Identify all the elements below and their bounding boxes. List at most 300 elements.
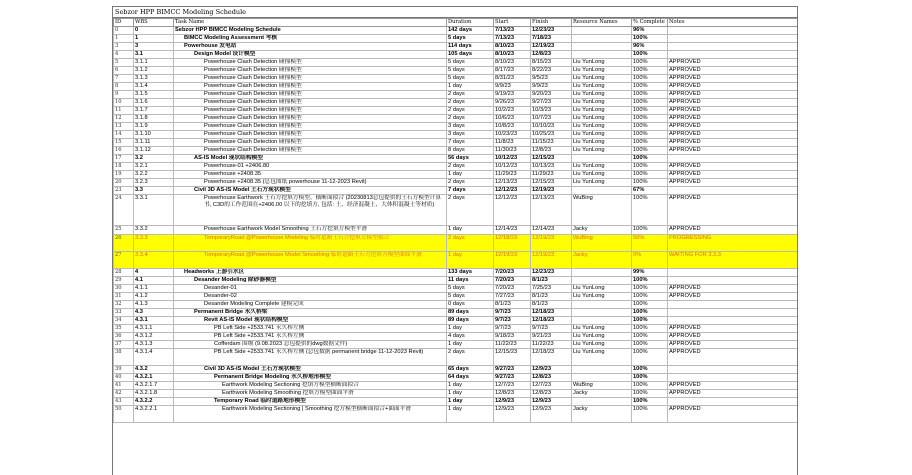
finish-cell[interactable]: 9/20/23 — [531, 91, 572, 99]
percent-complete-cell[interactable]: 100% — [632, 325, 668, 333]
table-row[interactable] — [114, 35, 799, 43]
duration-cell[interactable]: 89 days — [447, 309, 494, 317]
resource-cell[interactable]: Liu YunLong — [572, 163, 632, 171]
percent-complete-cell[interactable]: 100% — [632, 309, 668, 317]
notes-cell[interactable]: APPROVED — [668, 139, 799, 147]
task-name-cell[interactable]: PB Left Side +2533.741 永久桥左侧 — [174, 325, 447, 333]
resource-cell[interactable]: Jacky — [572, 226, 632, 235]
wbs-cell[interactable]: 3.1.9 — [134, 123, 174, 131]
finish-cell[interactable]: 12/23/23 — [531, 269, 572, 277]
col-header-resource-names[interactable]: Resource Names — [572, 19, 632, 27]
start-cell[interactable]: 10/2/23 — [494, 107, 531, 115]
row-id-cell[interactable]: 15 — [114, 139, 134, 147]
finish-cell[interactable]: 7/18/23 — [531, 35, 572, 43]
duration-cell[interactable]: 1 day — [447, 325, 494, 333]
resource-cell[interactable]: Liu YunLong — [572, 341, 632, 349]
start-cell[interactable]: 9/7/23 — [494, 325, 531, 333]
resource-cell[interactable] — [572, 366, 632, 374]
table-row[interactable] — [114, 139, 799, 147]
table-row[interactable] — [114, 390, 799, 398]
duration-cell[interactable]: 1 day — [447, 252, 494, 269]
row-id-cell[interactable]: 30 — [114, 285, 134, 293]
wbs-cell[interactable]: 4.3.2.2 — [134, 398, 174, 406]
finish-cell[interactable]: 12/7/23 — [531, 382, 572, 390]
percent-complete-cell[interactable]: 100% — [632, 349, 668, 366]
table-row[interactable] — [114, 341, 799, 349]
wbs-cell[interactable]: 4.1 — [134, 277, 174, 285]
start-cell[interactable]: 10/8/23 — [494, 123, 531, 131]
wbs-cell[interactable]: 3.1 — [134, 51, 174, 59]
finish-cell[interactable]: 11/15/23 — [531, 139, 572, 147]
percent-complete-cell[interactable]: 100% — [632, 406, 668, 423]
resource-cell[interactable]: Liu YunLong — [572, 123, 632, 131]
wbs-cell[interactable]: 4.3.2.1 — [134, 374, 174, 382]
resource-cell[interactable]: WuBing — [572, 235, 632, 252]
wbs-cell[interactable]: 3.1.1 — [134, 59, 174, 67]
percent-complete-cell[interactable]: 100% — [632, 277, 668, 285]
row-id-cell[interactable]: 8 — [114, 83, 134, 91]
start-cell[interactable]: 12/9/23 — [494, 406, 531, 423]
table-row[interactable] — [114, 309, 799, 317]
wbs-cell[interactable]: 3.3.2 — [134, 226, 174, 235]
notes-cell[interactable]: APPROVED — [668, 349, 799, 366]
start-cell[interactable]: 12/15/23 — [494, 349, 531, 366]
wbs-cell[interactable]: 3.1.7 — [134, 107, 174, 115]
task-name-cell[interactable]: Powerhouse Clash Detection 碰撞模型 — [174, 123, 447, 131]
resource-cell[interactable]: Jacky — [572, 390, 632, 398]
notes-cell[interactable]: APPROVED — [668, 107, 799, 115]
notes-cell[interactable]: WAITING FOR 3.3.3 — [668, 252, 799, 269]
start-cell[interactable]: 9/18/23 — [494, 333, 531, 341]
wbs-cell[interactable]: 0 — [134, 27, 174, 35]
col-header-wbs[interactable]: WBS — [134, 19, 174, 27]
resource-cell[interactable] — [572, 35, 632, 43]
row-id-cell[interactable]: 16 — [114, 147, 134, 155]
start-cell[interactable]: 7/20/23 — [494, 269, 531, 277]
row-id-cell[interactable]: 9 — [114, 91, 134, 99]
percent-complete-cell[interactable]: 100% — [632, 301, 668, 309]
wbs-cell[interactable]: 4.1.1 — [134, 285, 174, 293]
resource-cell[interactable] — [572, 309, 632, 317]
notes-cell[interactable]: APPROVED — [668, 341, 799, 349]
resource-cell[interactable]: Liu YunLong — [572, 59, 632, 67]
table-row[interactable] — [114, 398, 799, 406]
wbs-cell[interactable]: 3 — [134, 43, 174, 51]
start-cell[interactable]: 10/12/23 — [494, 163, 531, 171]
wbs-cell[interactable]: 1 — [134, 35, 174, 43]
table-row[interactable] — [114, 277, 799, 285]
row-id-cell[interactable]: 31 — [114, 293, 134, 301]
notes-cell[interactable]: APPROVED — [668, 406, 799, 423]
percent-complete-cell[interactable]: 100% — [632, 374, 668, 382]
duration-cell[interactable]: 1 day — [447, 398, 494, 406]
percent-complete-cell[interactable]: 100% — [632, 35, 668, 43]
table-row[interactable] — [114, 293, 799, 301]
duration-cell[interactable]: 2 days — [447, 99, 494, 107]
finish-cell[interactable]: 12/18/23 — [531, 317, 572, 325]
row-id-cell[interactable]: 24 — [114, 195, 134, 226]
table-row[interactable] — [114, 155, 799, 163]
wbs-cell[interactable]: 3.1.6 — [134, 99, 174, 107]
percent-complete-cell[interactable]: 96% — [632, 43, 668, 51]
finish-cell[interactable]: 12/13/23 — [531, 195, 572, 226]
notes-cell[interactable]: PROGRESSING — [668, 235, 799, 252]
notes-cell[interactable]: APPROVED — [668, 382, 799, 390]
row-id-cell[interactable]: 18 — [114, 163, 134, 171]
table-row[interactable] — [114, 187, 799, 195]
notes-cell[interactable]: APPROVED — [668, 285, 799, 293]
task-name-cell[interactable]: Powerhouse +2408.35 (总包图纸 powerhouse 11-12-2023 Revit) — [174, 179, 447, 187]
start-cell[interactable]: 12/8/23 — [494, 390, 531, 398]
notes-cell[interactable] — [668, 43, 799, 51]
wbs-cell[interactable]: 3.1.2 — [134, 67, 174, 75]
wbs-cell[interactable]: 4.3.1.1 — [134, 325, 174, 333]
resource-cell[interactable] — [572, 301, 632, 309]
row-id-cell[interactable]: 25 — [114, 226, 134, 235]
finish-cell[interactable]: 7/25/23 — [531, 285, 572, 293]
row-id-cell[interactable]: 4 — [114, 51, 134, 59]
percent-complete-cell[interactable]: 100% — [632, 59, 668, 67]
task-name-cell[interactable]: Desander Modeling Complete 建模完成 — [174, 301, 447, 309]
finish-cell[interactable]: 8/22/23 — [531, 67, 572, 75]
resource-cell[interactable]: Liu YunLong — [572, 75, 632, 83]
start-cell[interactable]: 9/27/23 — [494, 366, 531, 374]
task-name-cell[interactable]: BIMCC Modeling Assessment 考核 — [174, 35, 447, 43]
finish-cell[interactable]: 9/7/23 — [531, 325, 572, 333]
percent-complete-cell[interactable]: 100% — [632, 155, 668, 163]
wbs-cell[interactable]: 3.3.4 — [134, 252, 174, 269]
percent-complete-cell[interactable]: 50% — [632, 235, 668, 252]
resource-cell[interactable] — [572, 155, 632, 163]
wbs-cell[interactable]: 3.3 — [134, 187, 174, 195]
table-row[interactable] — [114, 235, 799, 252]
resource-cell[interactable]: Liu YunLong — [572, 325, 632, 333]
start-cell[interactable]: 11/29/23 — [494, 171, 531, 179]
start-cell[interactable]: 9/27/23 — [494, 374, 531, 382]
start-cell[interactable]: 8/10/23 — [494, 43, 531, 51]
percent-complete-cell[interactable]: 96% — [632, 27, 668, 35]
notes-cell[interactable]: APPROVED — [668, 75, 799, 83]
start-cell[interactable]: 12/14/23 — [494, 226, 531, 235]
row-id-cell[interactable]: 26 — [114, 235, 134, 252]
table-row[interactable] — [114, 333, 799, 341]
notes-cell[interactable] — [668, 301, 799, 309]
duration-cell[interactable]: 64 days — [447, 374, 494, 382]
table-row[interactable] — [114, 366, 799, 374]
duration-cell[interactable]: 142 days — [447, 27, 494, 35]
row-id-cell[interactable]: 27 — [114, 252, 134, 269]
wbs-cell[interactable]: 4.3.2.1.8 — [134, 390, 174, 398]
task-name-cell[interactable]: Powerhouse 发电站 — [174, 43, 447, 51]
row-id-cell[interactable]: 50 — [114, 406, 134, 423]
wbs-cell[interactable]: 4.3.1.2 — [134, 333, 174, 341]
start-cell[interactable]: 8/31/23 — [494, 75, 531, 83]
wbs-cell[interactable]: 3.1.11 — [134, 139, 174, 147]
table-row[interactable] — [114, 195, 799, 226]
notes-cell[interactable] — [668, 155, 799, 163]
notes-cell[interactable]: APPROVED — [668, 163, 799, 171]
start-cell[interactable]: 7/20/23 — [494, 285, 531, 293]
table-row[interactable] — [114, 107, 799, 115]
table-row[interactable] — [114, 179, 799, 187]
notes-cell[interactable]: APPROVED — [668, 226, 799, 235]
row-id-cell[interactable]: 42 — [114, 390, 134, 398]
task-name-cell[interactable]: Powerhouse Earthwork 土石方挖填方模型、横断面拟合 (20230813总包提供的土石方模型计算书, C3D的工作范围在+2406.00 以下的挖填方, 包括: 土、经济混凝土、大体积混凝土等材质) — [174, 195, 447, 226]
notes-cell[interactable]: APPROVED — [668, 333, 799, 341]
table-row[interactable] — [114, 51, 799, 59]
row-id-cell[interactable]: 33 — [114, 309, 134, 317]
row-id-cell[interactable]: 34 — [114, 317, 134, 325]
task-name-cell[interactable]: Design Model 设计模型 — [174, 51, 447, 59]
notes-cell[interactable]: APPROVED — [668, 171, 799, 179]
table-row[interactable] — [114, 349, 799, 366]
resource-cell[interactable]: Liu YunLong — [572, 83, 632, 91]
percent-complete-cell[interactable]: 0% — [632, 252, 668, 269]
table-row[interactable] — [114, 252, 799, 269]
task-name-cell[interactable]: Civil 3D AS-IS Model 土石方现状模型 — [174, 187, 447, 195]
resource-cell[interactable]: Liu YunLong — [572, 333, 632, 341]
finish-cell[interactable]: 8/1/23 — [531, 301, 572, 309]
notes-cell[interactable] — [668, 27, 799, 35]
percent-complete-cell[interactable]: 100% — [632, 67, 668, 75]
finish-cell[interactable]: 9/27/23 — [531, 99, 572, 107]
row-id-cell[interactable]: 32 — [114, 301, 134, 309]
percent-complete-cell[interactable]: 99% — [632, 269, 668, 277]
duration-cell[interactable]: 11 days — [447, 277, 494, 285]
start-cell[interactable]: 7/27/23 — [494, 293, 531, 301]
finish-cell[interactable]: 12/19/23 — [531, 252, 572, 269]
notes-cell[interactable]: APPROVED — [668, 131, 799, 139]
task-name-cell[interactable]: Powerhouse Clash Detection 碰撞模型 — [174, 99, 447, 107]
finish-cell[interactable]: 10/3/23 — [531, 107, 572, 115]
row-id-cell[interactable]: 36 — [114, 333, 134, 341]
wbs-cell[interactable]: 3.2.3 — [134, 179, 174, 187]
table-row[interactable] — [114, 75, 799, 83]
resource-cell[interactable]: Liu YunLong — [572, 115, 632, 123]
finish-cell[interactable]: 12/18/23 — [531, 309, 572, 317]
duration-cell[interactable]: 5 days — [447, 285, 494, 293]
duration-cell[interactable]: 2 days — [447, 107, 494, 115]
wbs-cell[interactable]: 3.1.10 — [134, 131, 174, 139]
start-cell[interactable]: 9/7/23 — [494, 309, 531, 317]
task-name-cell[interactable]: Powerhouse Clash Detection 碰撞模型 — [174, 139, 447, 147]
row-id-cell[interactable]: 7 — [114, 75, 134, 83]
percent-complete-cell[interactable]: 100% — [632, 75, 668, 83]
wbs-cell[interactable]: 4.3.1.3 — [134, 341, 174, 349]
finish-cell[interactable]: 12/19/23 — [531, 235, 572, 252]
row-id-cell[interactable]: 38 — [114, 349, 134, 366]
duration-cell[interactable]: 5 days — [447, 35, 494, 43]
duration-cell[interactable]: 1 day — [447, 390, 494, 398]
resource-cell[interactable] — [572, 27, 632, 35]
percent-complete-cell[interactable]: 100% — [632, 91, 668, 99]
finish-cell[interactable]: 12/15/23 — [531, 179, 572, 187]
percent-complete-cell[interactable]: 100% — [632, 115, 668, 123]
duration-cell[interactable]: 133 days — [447, 269, 494, 277]
notes-cell[interactable]: APPROVED — [668, 67, 799, 75]
task-name-cell[interactable]: Civil 3D AS-IS Model 土石方现状模型 — [174, 366, 447, 374]
task-name-cell[interactable]: Desander-02 — [174, 293, 447, 301]
duration-cell[interactable]: 2 days — [447, 235, 494, 252]
percent-complete-cell[interactable]: 100% — [632, 107, 668, 115]
start-cell[interactable]: 7/20/23 — [494, 277, 531, 285]
task-name-cell[interactable]: Powerhouse Clash Detection 碰撞模型 — [174, 131, 447, 139]
wbs-cell[interactable]: 4.1.2 — [134, 293, 174, 301]
duration-cell[interactable]: 8 days — [447, 147, 494, 155]
notes-cell[interactable]: APPROVED — [668, 293, 799, 301]
task-name-cell[interactable]: TemporaryRoad @Powerhouse Model Smoothing 临时道路土石方挖填方模型曲面平滑 — [174, 252, 447, 269]
start-cell[interactable]: 12/18/23 — [494, 235, 531, 252]
duration-cell[interactable]: 65 days — [447, 366, 494, 374]
wbs-cell[interactable]: 4.1.3 — [134, 301, 174, 309]
percent-complete-cell[interactable]: 100% — [632, 366, 668, 374]
wbs-cell[interactable]: 4.3.2.1.7 — [134, 382, 174, 390]
row-id-cell[interactable]: 17 — [114, 155, 134, 163]
finish-cell[interactable]: 12/8/23 — [531, 390, 572, 398]
duration-cell[interactable]: 114 days — [447, 43, 494, 51]
table-row[interactable] — [114, 226, 799, 235]
task-name-cell[interactable]: Powerhouse Clash Detection 碰撞模型 — [174, 115, 447, 123]
resource-cell[interactable]: Liu YunLong — [572, 293, 632, 301]
percent-complete-cell[interactable]: 100% — [632, 390, 668, 398]
notes-cell[interactable]: APPROVED — [668, 99, 799, 107]
start-cell[interactable]: 8/10/23 — [494, 51, 531, 59]
duration-cell[interactable]: 56 days — [447, 155, 494, 163]
table-row[interactable] — [114, 99, 799, 107]
resource-cell[interactable] — [572, 43, 632, 51]
notes-cell[interactable] — [668, 398, 799, 406]
percent-complete-cell[interactable]: 100% — [632, 131, 668, 139]
start-cell[interactable]: 11/8/23 — [494, 139, 531, 147]
notes-cell[interactable] — [668, 309, 799, 317]
row-id-cell[interactable]: 1 — [114, 35, 134, 43]
duration-cell[interactable]: 5 days — [447, 293, 494, 301]
start-cell[interactable]: 7/13/23 — [494, 35, 531, 43]
notes-cell[interactable]: APPROVED — [668, 83, 799, 91]
percent-complete-cell[interactable]: 100% — [632, 51, 668, 59]
row-id-cell[interactable]: 12 — [114, 115, 134, 123]
resource-cell[interactable]: Liu YunLong — [572, 139, 632, 147]
start-cell[interactable]: 12/19/23 — [494, 252, 531, 269]
task-name-cell[interactable]: Powerhouse Clash Detection 碰撞模型 — [174, 107, 447, 115]
col-header-notes[interactable]: Notes — [668, 19, 799, 27]
notes-cell[interactable] — [668, 277, 799, 285]
resource-cell[interactable]: Jacky — [572, 406, 632, 423]
percent-complete-cell[interactable]: 67% — [632, 187, 668, 195]
start-cell[interactable]: 9/7/23 — [494, 317, 531, 325]
row-id-cell[interactable]: 41 — [114, 382, 134, 390]
wbs-cell[interactable]: 3.1.5 — [134, 91, 174, 99]
table-row[interactable] — [114, 374, 799, 382]
percent-complete-cell[interactable]: 100% — [632, 147, 668, 155]
task-name-cell[interactable]: Earthwork Modeling Smoothing 挖填方模型曲面平滑 — [174, 390, 447, 398]
notes-cell[interactable] — [668, 374, 799, 382]
row-id-cell[interactable]: 10 — [114, 99, 134, 107]
duration-cell[interactable]: 2 days — [447, 179, 494, 187]
task-name-cell[interactable]: Powerhouse Clash Detection 碰撞模型 — [174, 67, 447, 75]
row-id-cell[interactable]: 40 — [114, 374, 134, 382]
finish-cell[interactable]: 10/13/23 — [531, 163, 572, 171]
task-name-cell[interactable]: Powerhouse Clash Detection 碰撞模型 — [174, 75, 447, 83]
resource-cell[interactable]: Liu YunLong — [572, 285, 632, 293]
finish-cell[interactable]: 12/9/23 — [531, 366, 572, 374]
resource-cell[interactable]: Liu YunLong — [572, 349, 632, 366]
col-header-percent-complete[interactable]: % Complete — [632, 19, 668, 27]
task-name-cell[interactable]: Earthwork Modeling Sectioning | Smoothing 挖方模型横断面拟合+曲面平滑 — [174, 406, 447, 423]
wbs-cell[interactable]: 3.2.1 — [134, 163, 174, 171]
row-id-cell[interactable]: 35 — [114, 325, 134, 333]
finish-cell[interactable]: 12/14/23 — [531, 226, 572, 235]
table-row[interactable] — [114, 59, 799, 67]
finish-cell[interactable]: 12/8/23 — [531, 374, 572, 382]
task-name-cell[interactable]: PB Left Side +2533.741 永久桥左侧 — [174, 333, 447, 341]
resource-cell[interactable]: Liu YunLong — [572, 91, 632, 99]
percent-complete-cell[interactable]: 100% — [632, 317, 668, 325]
start-cell[interactable]: 12/12/23 — [494, 187, 531, 195]
resource-cell[interactable] — [572, 51, 632, 59]
duration-cell[interactable]: 5 days — [447, 59, 494, 67]
start-cell[interactable]: 7/13/23 — [494, 27, 531, 35]
finish-cell[interactable]: 12/19/23 — [531, 43, 572, 51]
finish-cell[interactable]: 12/19/23 — [531, 187, 572, 195]
row-id-cell[interactable]: 39 — [114, 366, 134, 374]
table-row[interactable] — [114, 91, 799, 99]
row-id-cell[interactable]: 13 — [114, 123, 134, 131]
wbs-cell[interactable]: 4.3.1 — [134, 317, 174, 325]
duration-cell[interactable]: 4 days — [447, 333, 494, 341]
row-id-cell[interactable]: 11 — [114, 107, 134, 115]
task-name-cell[interactable]: Earthwork Modeling Sectioning 挖填方模型横断面拟合 — [174, 382, 447, 390]
notes-cell[interactable] — [668, 187, 799, 195]
duration-cell[interactable]: 5 days — [447, 67, 494, 75]
duration-cell[interactable]: 105 days — [447, 51, 494, 59]
notes-cell[interactable]: APPROVED — [668, 91, 799, 99]
task-name-cell[interactable]: AS-IS Model 现状结构模型 — [174, 155, 447, 163]
start-cell[interactable]: 11/30/23 — [494, 147, 531, 155]
task-name-cell[interactable]: Desander Modeling 除砂器模型 — [174, 277, 447, 285]
percent-complete-cell[interactable]: 100% — [632, 285, 668, 293]
table-row[interactable] — [114, 43, 799, 51]
table-row[interactable] — [114, 163, 799, 171]
table-row[interactable] — [114, 171, 799, 179]
finish-cell[interactable]: 12/23/23 — [531, 27, 572, 35]
finish-cell[interactable]: 12/18/23 — [531, 349, 572, 366]
duration-cell[interactable]: 5 days — [447, 75, 494, 83]
percent-complete-cell[interactable]: 100% — [632, 195, 668, 226]
notes-cell[interactable]: APPROVED — [668, 123, 799, 131]
table-row[interactable] — [114, 83, 799, 91]
start-cell[interactable]: 12/12/23 — [494, 195, 531, 226]
finish-cell[interactable]: 12/9/23 — [531, 406, 572, 423]
notes-cell[interactable]: APPROVED — [668, 147, 799, 155]
task-name-cell[interactable]: Powerhouse Earthwork Model Smoothing 土石方挖填方模型平滑 — [174, 226, 447, 235]
resource-cell[interactable]: Liu YunLong — [572, 107, 632, 115]
start-cell[interactable]: 9/19/23 — [494, 91, 531, 99]
finish-cell[interactable]: 10/7/23 — [531, 115, 572, 123]
row-id-cell[interactable]: 29 — [114, 277, 134, 285]
duration-cell[interactable]: 1 day — [447, 171, 494, 179]
table-row[interactable] — [114, 269, 799, 277]
task-name-cell[interactable]: Powerhouse Clash Detection 碰撞模型 — [174, 91, 447, 99]
finish-cell[interactable]: 11/29/23 — [531, 171, 572, 179]
notes-cell[interactable]: APPROVED — [668, 195, 799, 226]
row-id-cell[interactable]: 5 — [114, 59, 134, 67]
finish-cell[interactable]: 8/1/23 — [531, 293, 572, 301]
resource-cell[interactable] — [572, 277, 632, 285]
task-name-cell[interactable]: Temporary Road 临时道路地形模型 — [174, 398, 447, 406]
col-header-start[interactable]: Start — [494, 19, 531, 27]
wbs-cell[interactable]: 4 — [134, 269, 174, 277]
